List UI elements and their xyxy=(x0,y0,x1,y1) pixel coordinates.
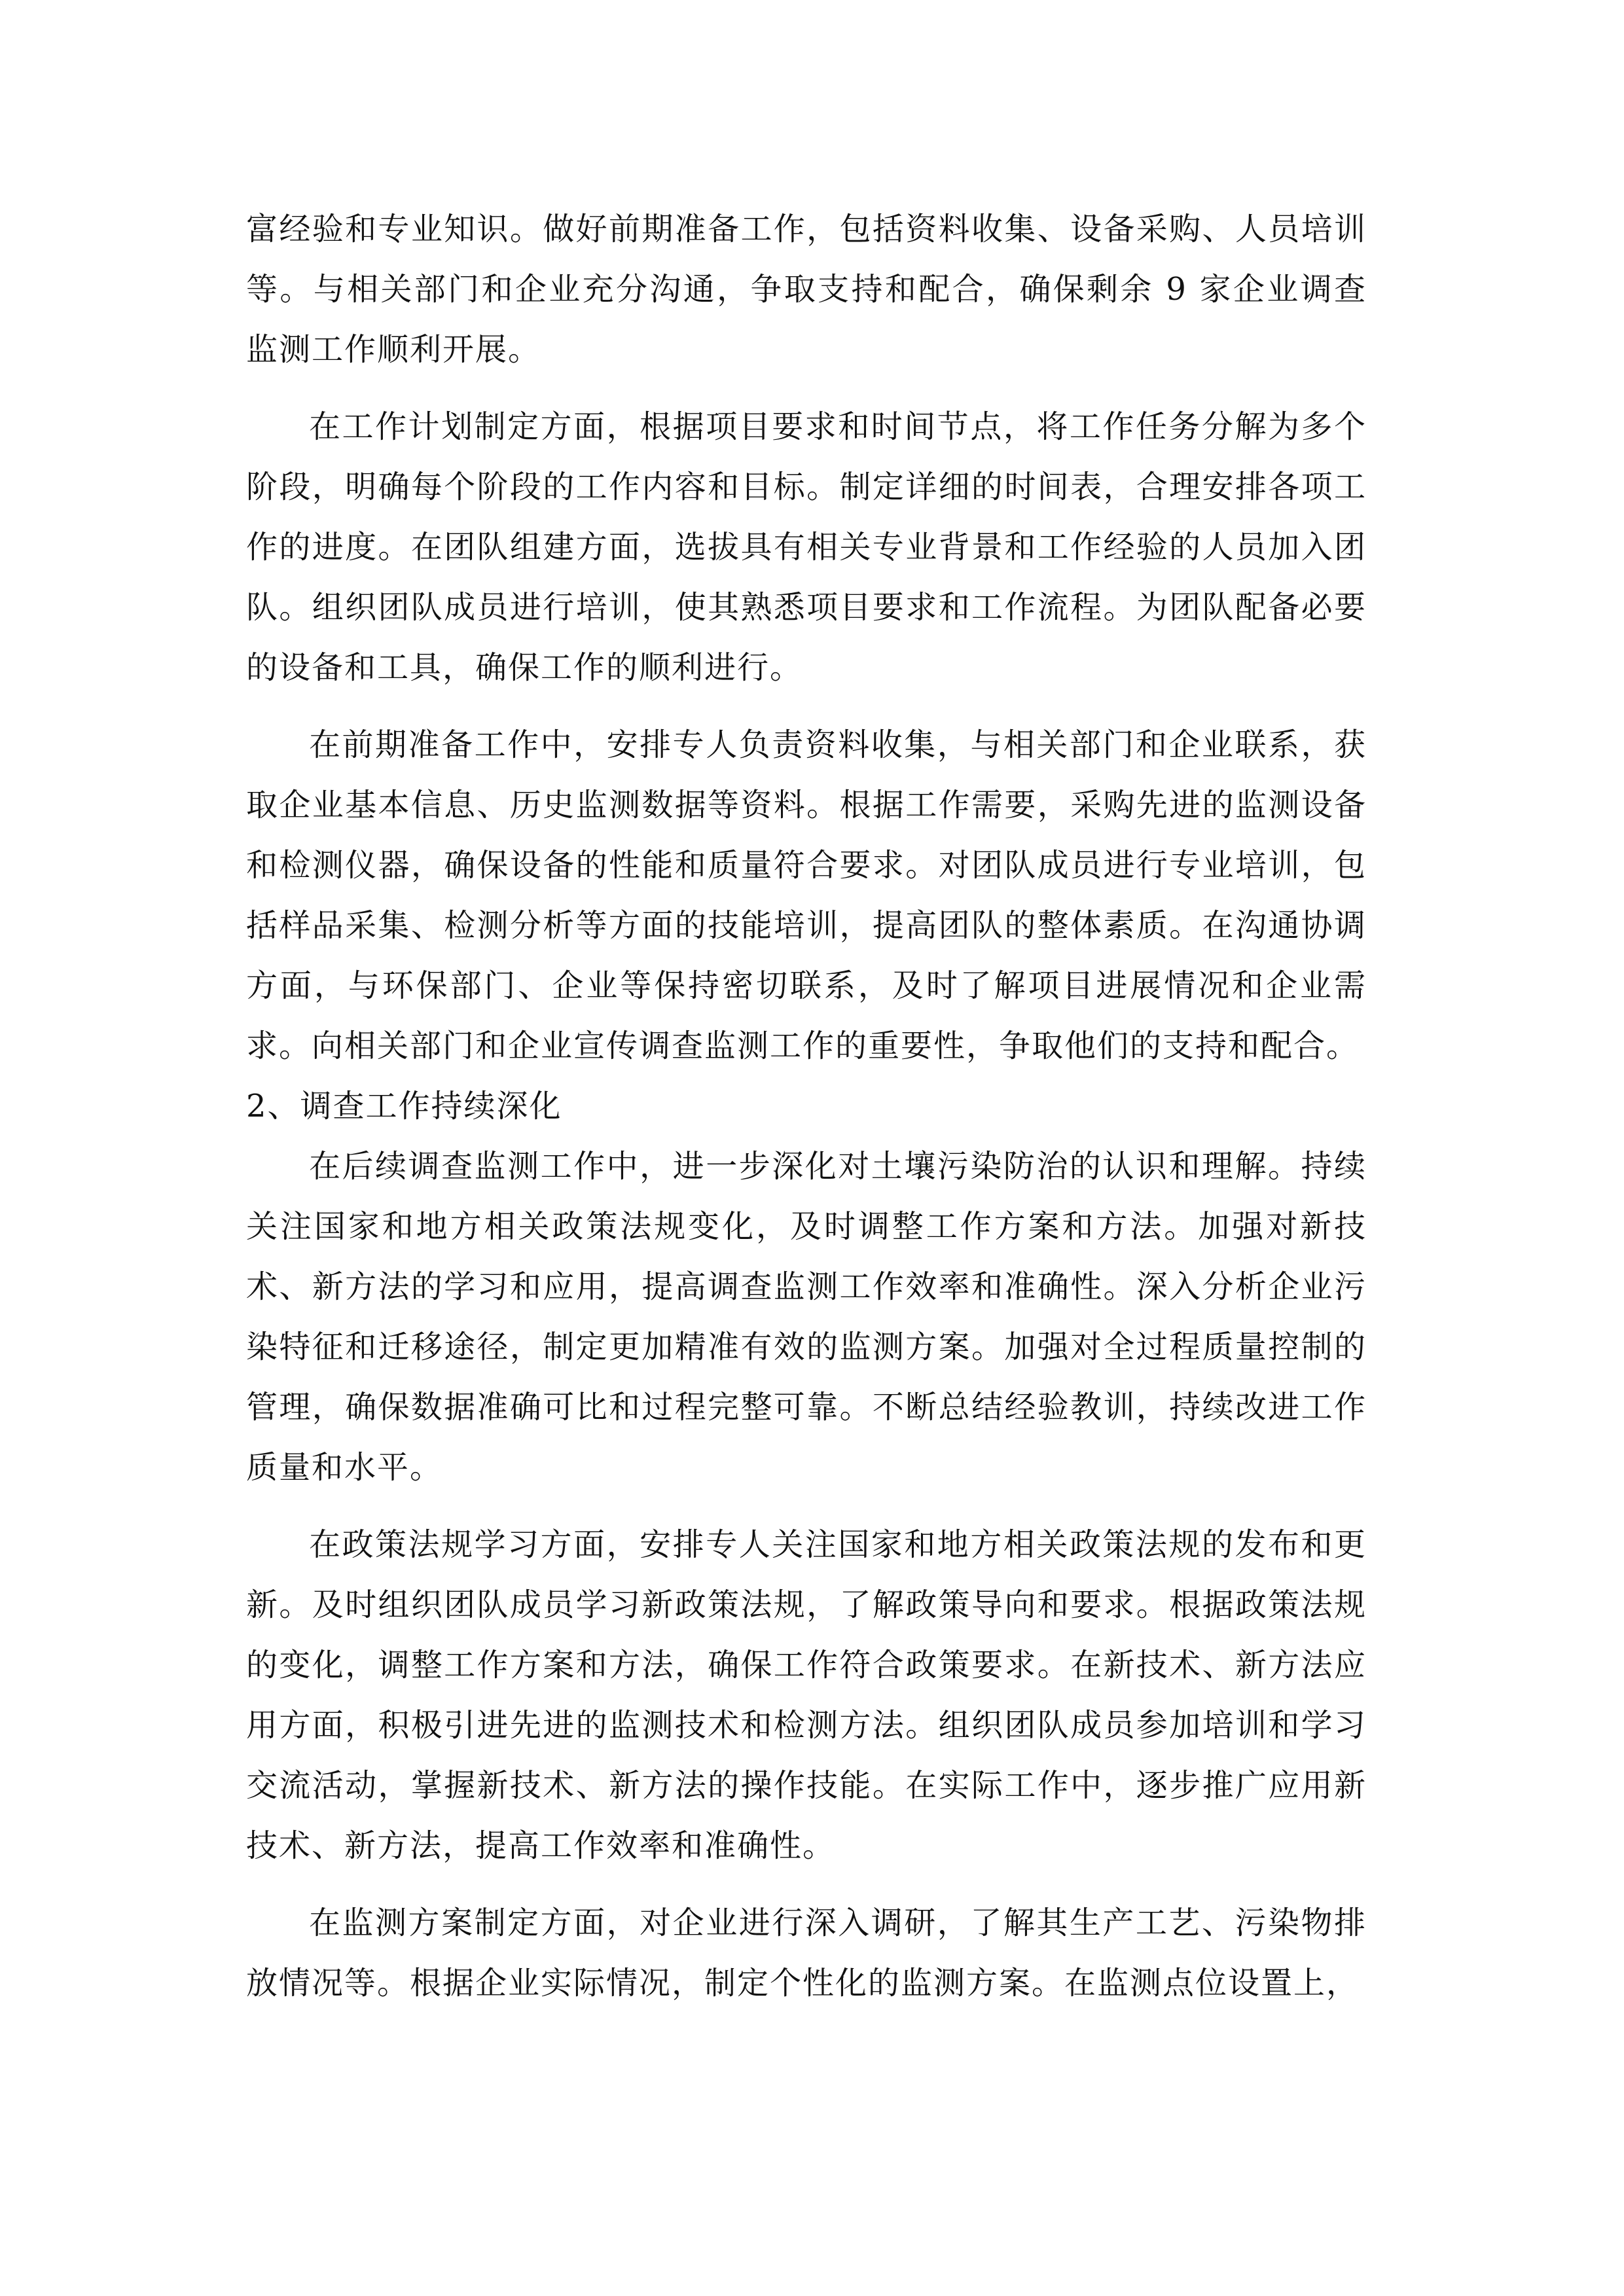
document-page xyxy=(246,199,1367,2013)
paragraph-follow-up-monitoring: 在后续调查监测工作中，进一步深化对土壤污染防治的认识和理解。持续关注国家和地方相关政策法规变化，及时调整工作方案和方法。加强对新技术、新方法的学习和应用，提高调查监测工作效率和准确性。深入分析企业污染特征和迁移途径，制定更加精准有效的监测方案。加强对全过程质量控制的管理，确保数据准确可比和过程完整可靠。不断总结经验教训，持续改进工作质量和水平。 xyxy=(246,1148,1367,1486)
section-heading-deepen-survey: 2、调查工作持续深化 xyxy=(246,1088,562,1124)
paragraph-work-plan: 在工作计划制定方面，根据项目要求和时间节点，将工作任务分解为多个阶段，明确每个阶段的工作内容和目标。制定详细的时间表，合理安排各项工作的进度。在团队组建方面，选拔具有相关专业背景和工作经验的人员加入团队。组织团队成员进行培训，使其熟悉项目要求和工作流程。为团队配备必要的设备和工具，确保工作的顺利进行。 xyxy=(246,408,1367,686)
paragraph-monitoring-plan: 在监测方案制定方面，对企业进行深入调研，了解其生产工艺、污染物排放情况等。根据企业实际情况，制定个性化的监测方案。在监测点位设置上， xyxy=(246,1905,1367,2001)
paragraph-preparation: 在前期准备工作中，安排专人负责资料收集，与相关部门和企业联系，获取企业基本信息、历史监测数据等资料。根据工作需要，采购先进的监测设备和检测仪器，确保设备的性能和质量符合要求。对团队成员进行专业培训，包括样品采集、检测分析等方面的技能培训，提高团队的整体素质。在沟通协调方面，与环保部门、企业等保持密切联系，及时了解项目进展情况和企业需求。向相关部门和企业宣传调查监测工作的重要性，争取他们的支持和配合。 xyxy=(246,726,1367,1064)
paragraph-policy-study: 在政策法规学习方面，安排专人关注国家和地方相关政策法规的发布和更新。及时组织团队成员学习新政策法规，了解政策导向和要求。根据政策法规的变化，调整工作方案和方法，确保工作符合政策要求。在新技术、新方法应用方面，积极引进先进的监测技术和检测方法。组织团队成员参加培训和学习交流活动，掌握新技术、新方法的操作技能。在实际工作中，逐步推广应用新技术、新方法，提高工作效率和准确性。 xyxy=(246,1526,1367,1864)
paragraph-continued-experience: 富经验和专业知识。做好前期准备工作，包括资料收集、设备采购、人员培训等。与相关部门和企业充分沟通，争取支持和配合，确保剩余 9 家企业调查监测工作顺利开展。 xyxy=(246,211,1367,368)
